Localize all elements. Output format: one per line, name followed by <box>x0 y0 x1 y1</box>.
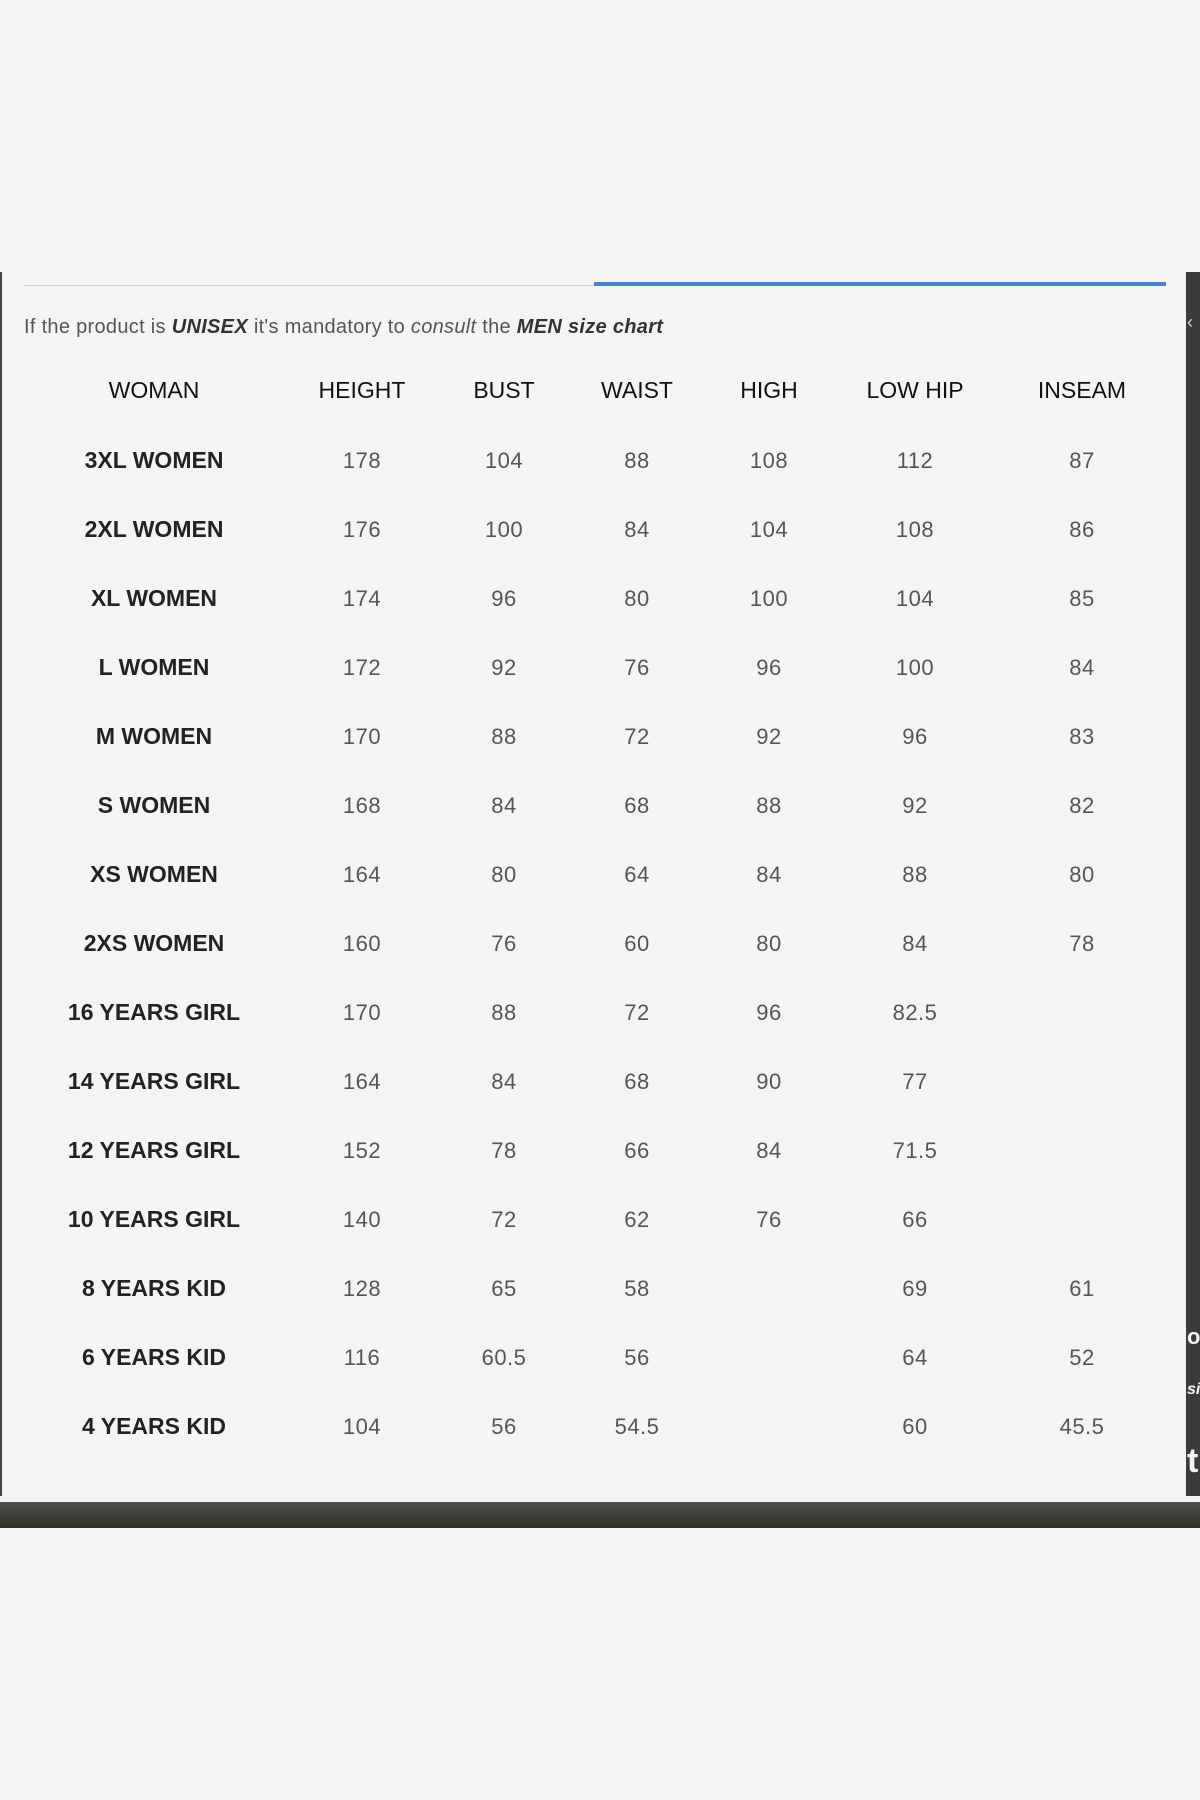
size-value: 152 <box>342 1137 382 1163</box>
table-row <box>24 978 1166 1047</box>
size-value: 104 <box>342 1413 382 1439</box>
size-value <box>998 1185 1166 1254</box>
notice-unisex: UNISEX <box>171 316 248 338</box>
size-value: 88 <box>756 792 782 818</box>
size-value: 69 <box>902 1275 928 1301</box>
table-row <box>24 840 1166 909</box>
size-value: 86 <box>1069 516 1095 542</box>
column-header: LOW HIP <box>866 376 964 403</box>
notice-men-size-chart: MEN size chart <box>516 316 664 338</box>
size-value: 140 <box>342 1206 382 1232</box>
table-body <box>24 426 1166 1461</box>
size-value: 100 <box>895 654 935 680</box>
size-label: 3XL WOMEN <box>84 447 224 473</box>
table-row <box>24 1047 1166 1116</box>
notice-text: the <box>476 316 517 338</box>
size-value: 54.5 <box>614 1413 660 1439</box>
size-value: 128 <box>342 1275 382 1301</box>
size-value: 92 <box>902 792 928 818</box>
notice-consult: consult <box>410 316 477 338</box>
size-value: 45.5 <box>1059 1413 1105 1439</box>
size-value: 78 <box>491 1137 517 1163</box>
size-value: 108 <box>895 516 935 542</box>
size-value: 112 <box>896 447 934 473</box>
size-value: 82.5 <box>892 999 938 1025</box>
table-header-row <box>24 354 1166 426</box>
column-header: HEIGHT <box>318 376 406 403</box>
size-label: XL WOMEN <box>90 585 218 611</box>
size-value: 65 <box>491 1275 517 1301</box>
size-value <box>998 978 1166 1047</box>
unisex-notice <box>24 316 663 339</box>
size-value: 52 <box>1069 1344 1095 1370</box>
tab-active-indicator[interactable] <box>594 282 1166 286</box>
size-value: 72 <box>624 723 650 749</box>
size-value: 84 <box>491 1068 517 1094</box>
size-value: 88 <box>491 723 517 749</box>
size-value: 82 <box>1069 792 1095 818</box>
table-row <box>24 633 1166 702</box>
size-value: 174 <box>342 585 382 611</box>
size-label: L WOMEN <box>98 654 210 680</box>
size-value: 84 <box>624 516 650 542</box>
size-value: 76 <box>491 930 517 956</box>
size-value: 64 <box>902 1344 928 1370</box>
size-value: 84 <box>902 930 928 956</box>
size-value: 72 <box>491 1206 517 1232</box>
size-value: 61 <box>1069 1275 1095 1301</box>
size-value: 104 <box>484 447 524 473</box>
size-label: 2XS WOMEN <box>83 930 225 956</box>
size-value: 66 <box>902 1206 928 1232</box>
size-value: 84 <box>491 792 517 818</box>
size-table <box>24 354 1166 1461</box>
size-value: 164 <box>342 1068 382 1094</box>
size-value: 170 <box>342 723 382 749</box>
size-value: 160 <box>342 930 382 956</box>
size-value: 88 <box>491 999 517 1025</box>
size-value: 84 <box>1069 654 1095 680</box>
size-value: 58 <box>624 1275 650 1301</box>
size-value: 172 <box>342 654 382 680</box>
table-row <box>24 1254 1166 1323</box>
table-row <box>24 1185 1166 1254</box>
size-value: 170 <box>342 999 382 1025</box>
size-value <box>706 1392 832 1461</box>
size-value: 85 <box>1069 585 1095 611</box>
size-value: 168 <box>342 792 382 818</box>
size-value <box>706 1254 832 1323</box>
table-row <box>24 702 1166 771</box>
size-value: 66 <box>624 1137 650 1163</box>
size-label: M WOMEN <box>95 723 213 749</box>
notice-text: If the product is <box>24 316 172 338</box>
size-value: 68 <box>624 792 650 818</box>
size-chart-tabs <box>24 282 1166 288</box>
size-label: 8 YEARS KID <box>81 1275 226 1301</box>
size-value: 92 <box>756 723 782 749</box>
size-label: 16 YEARS GIRL <box>67 999 241 1025</box>
size-label: 10 YEARS GIRL <box>67 1206 241 1232</box>
size-value: 104 <box>895 585 935 611</box>
size-value: 84 <box>756 1137 782 1163</box>
size-value: 100 <box>749 585 789 611</box>
size-value: 62 <box>624 1206 650 1232</box>
size-chart-modal <box>2 272 1186 1496</box>
size-value: 178 <box>342 447 382 473</box>
size-value: 76 <box>624 654 650 680</box>
table-row <box>24 1116 1166 1185</box>
size-value: 71.5 <box>892 1137 938 1163</box>
size-label: S WOMEN <box>97 792 211 818</box>
table-row <box>24 564 1166 633</box>
table-row <box>24 771 1166 840</box>
size-value: 104 <box>749 516 789 542</box>
size-value: 88 <box>902 861 928 887</box>
size-label: 14 YEARS GIRL <box>67 1068 241 1094</box>
size-label: 12 YEARS GIRL <box>67 1137 241 1163</box>
size-value: 56 <box>624 1344 650 1370</box>
size-value: 60 <box>624 930 650 956</box>
column-header: HIGH <box>740 376 798 403</box>
size-value: 108 <box>749 447 789 473</box>
size-value: 72 <box>624 999 650 1025</box>
size-value <box>706 1323 832 1392</box>
size-label: XS WOMEN <box>90 861 218 887</box>
table-row <box>24 426 1166 495</box>
size-value: 116 <box>343 1344 381 1370</box>
size-label: 6 YEARS KID <box>81 1344 226 1370</box>
table-row <box>24 909 1166 978</box>
size-label: 4 YEARS KID <box>81 1413 226 1439</box>
background-text-fragment: o <box>1187 1324 1200 1349</box>
table-row <box>24 1323 1166 1392</box>
size-value: 90 <box>756 1068 782 1094</box>
size-value: 60.5 <box>481 1344 527 1370</box>
size-value: 78 <box>1069 930 1095 956</box>
size-value: 60 <box>902 1413 928 1439</box>
notice-text: it's mandatory to <box>247 316 411 338</box>
size-value: 80 <box>756 930 782 956</box>
size-value: 84 <box>756 861 782 887</box>
size-label: 2XL WOMEN <box>84 516 224 542</box>
size-value: 68 <box>624 1068 650 1094</box>
size-value: 164 <box>342 861 382 887</box>
size-value: 96 <box>491 585 517 611</box>
background-text-fragment: si <box>1187 1381 1200 1398</box>
background-page-strip <box>1186 272 1200 1496</box>
background-text-fragment: t <box>1187 1442 1199 1480</box>
size-value: 96 <box>902 723 928 749</box>
size-value: 87 <box>1069 447 1095 473</box>
footer-bar <box>0 1502 1200 1528</box>
size-value: 77 <box>902 1068 928 1094</box>
size-value: 96 <box>756 999 782 1025</box>
table-row <box>24 1392 1166 1461</box>
size-value <box>998 1047 1166 1116</box>
column-header: WAIST <box>601 376 673 403</box>
size-value: 88 <box>624 447 650 473</box>
column-header: WOMAN <box>108 376 200 403</box>
size-value: 80 <box>1069 861 1095 887</box>
size-value: 176 <box>342 516 382 542</box>
size-value: 83 <box>1069 723 1095 749</box>
chevron-left-icon[interactable]: ‹ <box>1187 312 1193 332</box>
size-value: 80 <box>491 861 517 887</box>
size-value: 96 <box>756 654 782 680</box>
column-header: INSEAM <box>1037 376 1127 403</box>
size-value: 64 <box>624 861 650 887</box>
column-header: BUST <box>473 376 535 403</box>
size-value: 92 <box>491 654 517 680</box>
size-value: 76 <box>756 1206 782 1232</box>
size-value: 80 <box>624 585 650 611</box>
table-row <box>24 495 1166 564</box>
size-value: 100 <box>484 516 524 542</box>
size-value: 56 <box>491 1413 517 1439</box>
size-value <box>998 1116 1166 1185</box>
